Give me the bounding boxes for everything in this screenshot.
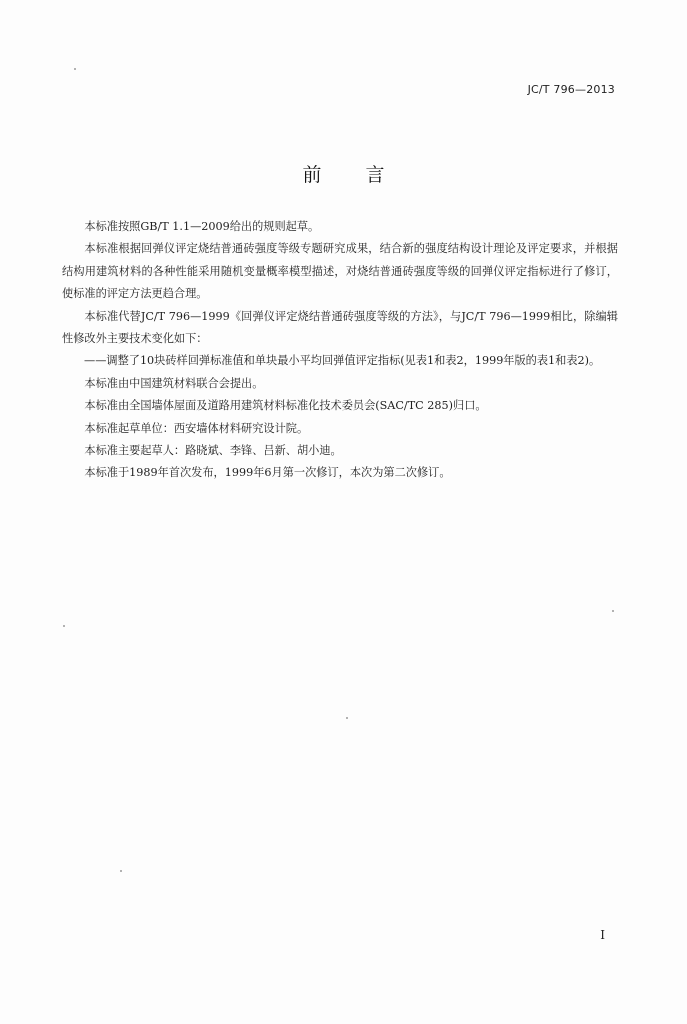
paragraph-revision-basis: 本标准根据回弹仪评定烧结普通砖强度等级专题研究成果，结合新的强度结构设计理论及评定要求，并根据结构用建筑材料的各种性能采用随机变量概率模型描述，对烧结普通砖强度等级的回弹仪评定指标进行了修订，使标准的评定方法更趋合理。: [62, 242, 618, 301]
paragraph-drafting-rules: 本标准按照GB/T 1.1—2009给出的规则起草。: [84, 220, 320, 233]
scan-speck: [612, 610, 614, 612]
standard-code: JC/T 796—2013: [527, 83, 615, 96]
page-number: I: [600, 928, 605, 942]
body-text: [62, 216, 618, 485]
scan-speck: [74, 68, 76, 70]
paragraph-committee: 本标准由全国墙体屋面及道路用建筑材料标准化技术委员会(SAC/TC 285)归口。: [84, 399, 487, 413]
paragraph-replacement: 本标准代替JC/T 796—1999《回弹仪评定烧结普通砖强度等级的方法》，与JC/T 796—1999相比，除编辑性修改外主要技术变化如下：: [62, 309, 618, 346]
paragraph-history: 本标准于1989年首次发布，1999年6月第一次修订，本次为第二次修订。: [84, 466, 451, 480]
scan-speck: [346, 717, 348, 719]
scan-speck: [120, 870, 122, 872]
scan-speck: [63, 625, 65, 627]
paragraph-drafters: 本标准主要起草人：路晓斌、李锋、吕新、胡小迪。: [84, 444, 342, 458]
paragraph-drafting-unit: 本标准起草单位：西安墙体材料研究设计院。: [84, 421, 309, 435]
change-item: ——调整了10块砖样回弹标准值和单块最小平均回弹值评定指标(见表1和表2，1999年版的表1和表2)。: [84, 354, 601, 368]
page-title: 前言: [302, 164, 429, 186]
paragraph-proposer: 本标准由中国建筑材料联合会提出。: [84, 376, 264, 390]
